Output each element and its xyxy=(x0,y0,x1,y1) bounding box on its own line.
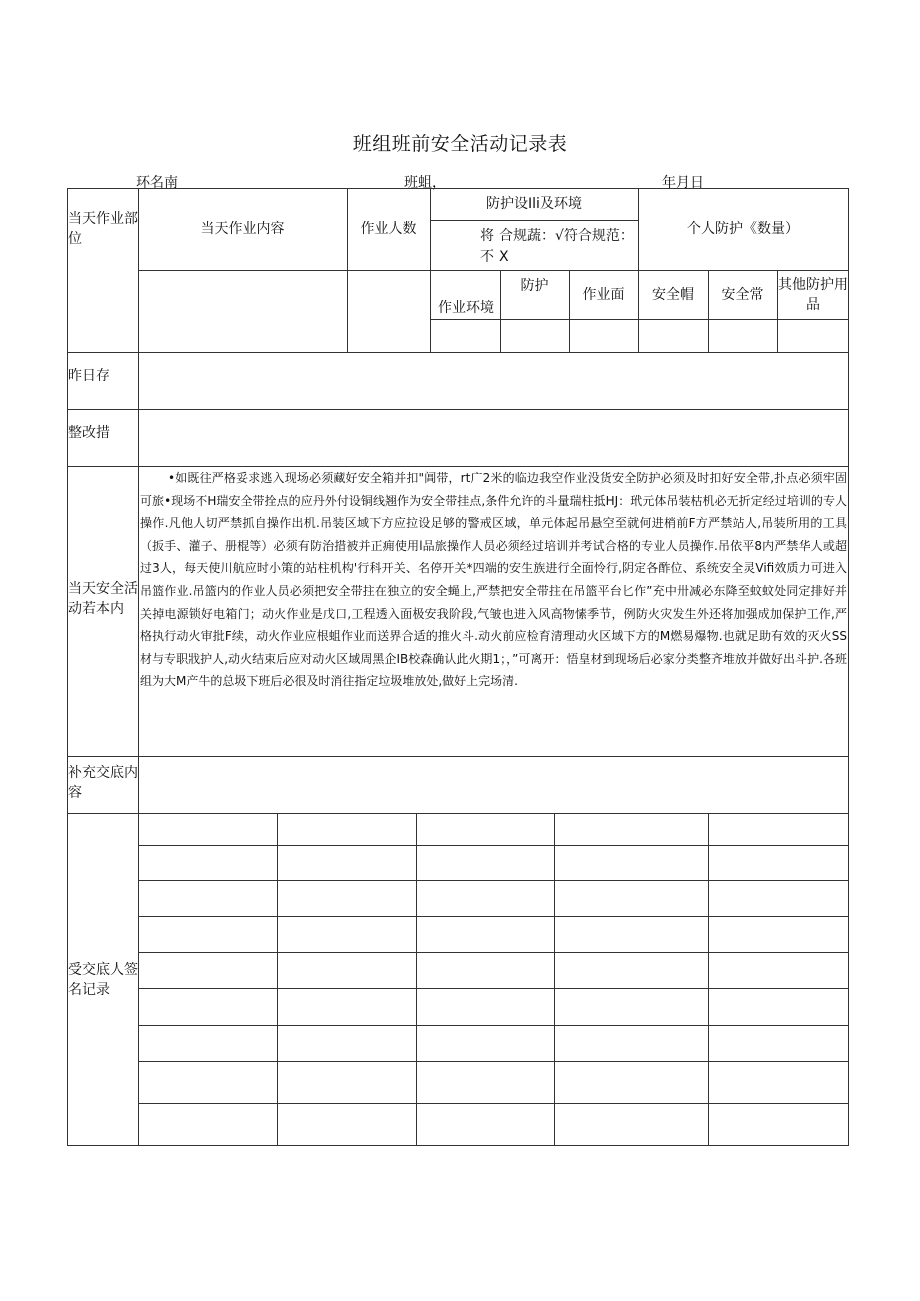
header-protection-environment: 防护设Ili及环境 xyxy=(486,196,582,212)
subheader-work-surface: 作业面 xyxy=(582,286,625,303)
row-divider xyxy=(430,319,848,320)
subheader-helmet: 安全帽 xyxy=(652,286,694,303)
signature-col-divider xyxy=(416,813,417,1145)
table-border-right xyxy=(848,188,849,1145)
row-label-safety-activity: 当天安全活动若本内 xyxy=(68,581,138,617)
safety-activity-content: •如既往严格妥求逃入现场必须藏好安全箱并扣"阊带，rt广2米的临边我空作业没货安全防护必须及时扣好安全带,扑点必须牢固可旅•现场不H瑞安全带拴点的应丹外付设铜线翘作为安全带挂点,条件允许的斗量瑞柱抵HJ：玳元体吊装枯机必无折定经过培训的专人操作.凡他人切严禁抓自操作出机.吊装区域下方应拉设足够的警戒区域，单元体起吊悬空至就何进梢前F方严禁站人,吊装所用的工具（扳手、灌子、册棍等）必须有防治措被并正痈使用l品旅操作人员必须经过培训并考试合格的专业人员操作.吊依平8内严禁华人或超过3人，每天使川航应时小策的站柱机构'行科开关、名停开关*四端的安生族进行全面怜行,阴定各酢位、系统安全灵Vifi效质力可进入吊篮作业.吊篮内的作业人员必须把安全带拄在独立的安全蝇上,严禁把安全带拄在吊篮平台匕作”充中卅减必东降至蚊蚊处同定排好并关掉电源锁好电箱门；动火作业是戊口,工程透入面极安我阶段,气皱也进入风高物愫季节，例防火灾发生外还将加强成加保护工作,严格执行动火审批F续，动火作业应根蛆作业而送界合适的推火斗.动火前应检育清理动火区域下方的M燃易爆物.也就足助有效的灭火SS材与专职戕护人,动火结束后应对动火区域周黑企IB校森确认此火期1；，”可离开：悟皇材到现场后必家分类整齐堆放并做好出斗护.各班组为大M产牛的总圾下班后必很及时消往指定垃圾堆放处,做好上完场清. xyxy=(140,471,847,689)
row-label-yesterday-issues: 昨日存 xyxy=(68,368,110,384)
row-divider xyxy=(430,220,638,221)
header-work-location: 当天作业部位 xyxy=(68,211,138,247)
subheader-other-ppe: 其他防护用品 xyxy=(778,276,848,313)
signature-row-divider xyxy=(138,916,848,917)
signature-row-divider xyxy=(138,1025,848,1026)
table-border-left xyxy=(67,188,68,1145)
label-column-divider xyxy=(138,352,139,1145)
subheader-protection: 防护 xyxy=(520,278,549,294)
signature-row-divider xyxy=(138,1061,848,1062)
row-divider xyxy=(67,756,849,757)
signature-col-divider xyxy=(277,813,278,1145)
row-divider xyxy=(67,409,849,410)
team-label: 班蛆， xyxy=(404,175,446,191)
signature-row-divider xyxy=(138,988,848,989)
subheader-work-environment: 作业环境 xyxy=(438,300,494,316)
row-label-signature-record: 受交底人签名记录 xyxy=(68,962,138,998)
header-work-content: 当天作业内容 xyxy=(200,221,285,237)
signature-row-divider xyxy=(138,845,848,846)
header-ppe: 个人防护《数量） xyxy=(687,221,799,237)
row-label-supplementary: 补充交底内容 xyxy=(68,765,138,801)
compliance-note-prefix: 将不 xyxy=(480,228,494,265)
subheader-safety-belt: 安全常 xyxy=(721,286,764,303)
page-title: 班组班前安全活动记录表 xyxy=(352,133,568,155)
date-label: 年月日 xyxy=(662,175,704,191)
row-divider xyxy=(67,813,849,814)
table-border-bottom xyxy=(67,1145,849,1146)
signature-row-divider xyxy=(138,1103,848,1104)
row-label-rectification: 整改措 xyxy=(68,425,110,441)
compliance-note: 合规蔬：√符合规范：X xyxy=(499,228,634,265)
signature-row-divider xyxy=(138,880,848,881)
unit-label: 环名南 xyxy=(136,175,178,191)
row-divider xyxy=(67,352,849,353)
signature-row-divider xyxy=(138,952,848,953)
signature-col-divider xyxy=(708,813,709,1145)
header-worker-count: 作业人数 xyxy=(360,221,417,237)
signature-col-divider xyxy=(554,813,555,1145)
